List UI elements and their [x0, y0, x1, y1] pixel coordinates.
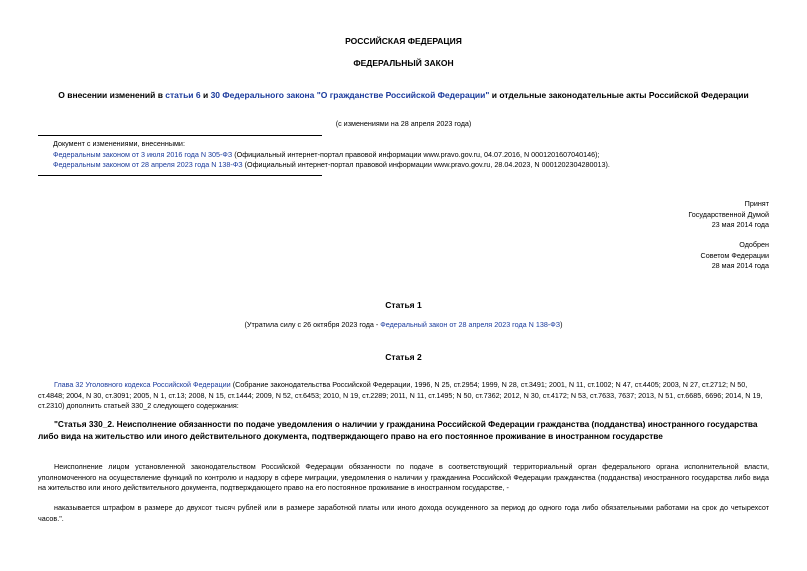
- article-1-note-close: ): [560, 320, 563, 329]
- changes-heading: Документ с изменениями, внесенными:: [53, 139, 185, 148]
- new-article-330-2-title: "Статья 330_2. Неисполнение обязанности по подаче уведомления о наличии у гражданина Российской Федерации гражданства (подданства) иностранного государства либо вида на жительство или иного действительного документа, подтверждающего право на его постоянное проживание в иностранном государстве: [38, 419, 758, 441]
- title-text-before: О внесении изменений в: [58, 90, 166, 100]
- changes-block: [53, 139, 793, 171]
- article-1-note-text: (Утратила силу с 26 октября 2023 года -: [244, 320, 381, 329]
- criminal-code-chapter-32-link[interactable]: Глава 32 Уголовного кодекса Российской Федерации: [54, 380, 231, 389]
- article-6-link[interactable]: статьи 6: [165, 90, 201, 100]
- title-text-after: и отдельные законодательные акты Российской Федерации: [489, 90, 749, 100]
- adoption-status: Принят: [744, 199, 769, 208]
- article-2-intro: [38, 380, 769, 412]
- approval-status: Одобрен: [739, 240, 769, 249]
- adoption-date: 23 мая 2014 года: [711, 220, 769, 229]
- article-2-heading: Статья 2: [385, 352, 422, 362]
- adoption-body: Государственной Думой: [688, 209, 769, 219]
- article-330-2-paragraph-2: наказывается штрафом в размере до двухсот тысяч рублей или в размере заработной платы или иного дохода осужденного за период до одного года либо обязательными работами на срок до четырехсот часов.".: [38, 503, 769, 523]
- title-text-mid: и: [200, 90, 211, 100]
- document-type-heading: ФЕДЕРАЛЬНЫЙ ЗАКОН: [353, 58, 454, 68]
- duma-adoption: [688, 199, 769, 231]
- article-330-2-paragraph-1: Неисполнение лицом установленной законодательством Российской Федерации обязанности по подаче в соответствующий территориальный орган федерального органа исполнительной власти, уполномоченного на осуществление функций по контролю и надзору в сфере миграции, уведомления о наличии у гражданина Российской Федерации гражданства (подданства) иностранного государства либо вида на жительство или иного действительного документа, подтверждающего право на его постоянное проживание в иностранном государстве, -: [38, 462, 769, 492]
- amendment-link-138fz[interactable]: Федеральным законом от 28 апреля 2023 года N 138-ФЗ: [53, 160, 243, 169]
- article-1-heading: Статья 1: [385, 300, 422, 310]
- repeal-law-link[interactable]: Федеральный закон от 28 апреля 2023 года N 138-ФЗ: [380, 320, 561, 329]
- council-approval: [701, 240, 769, 272]
- change-item: [53, 160, 793, 171]
- divider-bottom: [38, 175, 322, 176]
- article-30-citizenship-law-link[interactable]: 30 Федерального закона "О гражданстве Российской Федерации": [210, 90, 490, 100]
- amendment-link-305fz[interactable]: Федеральным законом от 3 июля 2016 года N 305-ФЗ: [53, 149, 233, 159]
- divider-top: [38, 135, 322, 136]
- change-item: [53, 150, 793, 161]
- law-title: [0, 90, 807, 100]
- article-2-intro-text: (Собрание законодательства Российской Федерации, 1996, N 25, ст.2954; 1999, N 28, ст.3491; 2001, N 11, ст.1002; N 47, ст.4405; 2003, N 27, ст.2712; N 50, ст.4848; 2004, N 30, ст.3091; 2005, N 1, ст.13; 2008, N 15, ст.1444; 2009, N 52, ст.6453; 2010, N 19, ст.2289; 2011, N 11, ст.1495; N 50, ст.7362; 2012, N 30, ст.4172; N 53, ст.7633, 7637; 2013, N 51, ст.6685, 6696; 2014, N 19, ст.2310) дополнить статьей 330_2 следующего содержания:: [38, 380, 763, 410]
- article-1-note: [0, 320, 807, 331]
- approval-body: Советом Федерации: [700, 250, 769, 260]
- country-heading: РОССИЙСКАЯ ФЕДЕРАЦИЯ: [345, 36, 462, 46]
- revision-note: (с изменениями на 28 апреля 2023 года): [335, 119, 472, 128]
- change-item-source: (Официальный интернет-портал правовой информации www.pravo.gov.ru, 04.07.2016, N 0001201607040146);: [232, 149, 600, 159]
- change-item-source: (Официальный интернет-портал правовой информации www.pravo.gov.ru, 28.04.2023, N 0001202304280013).: [242, 160, 610, 169]
- approval-date: 28 мая 2014 года: [711, 261, 769, 270]
